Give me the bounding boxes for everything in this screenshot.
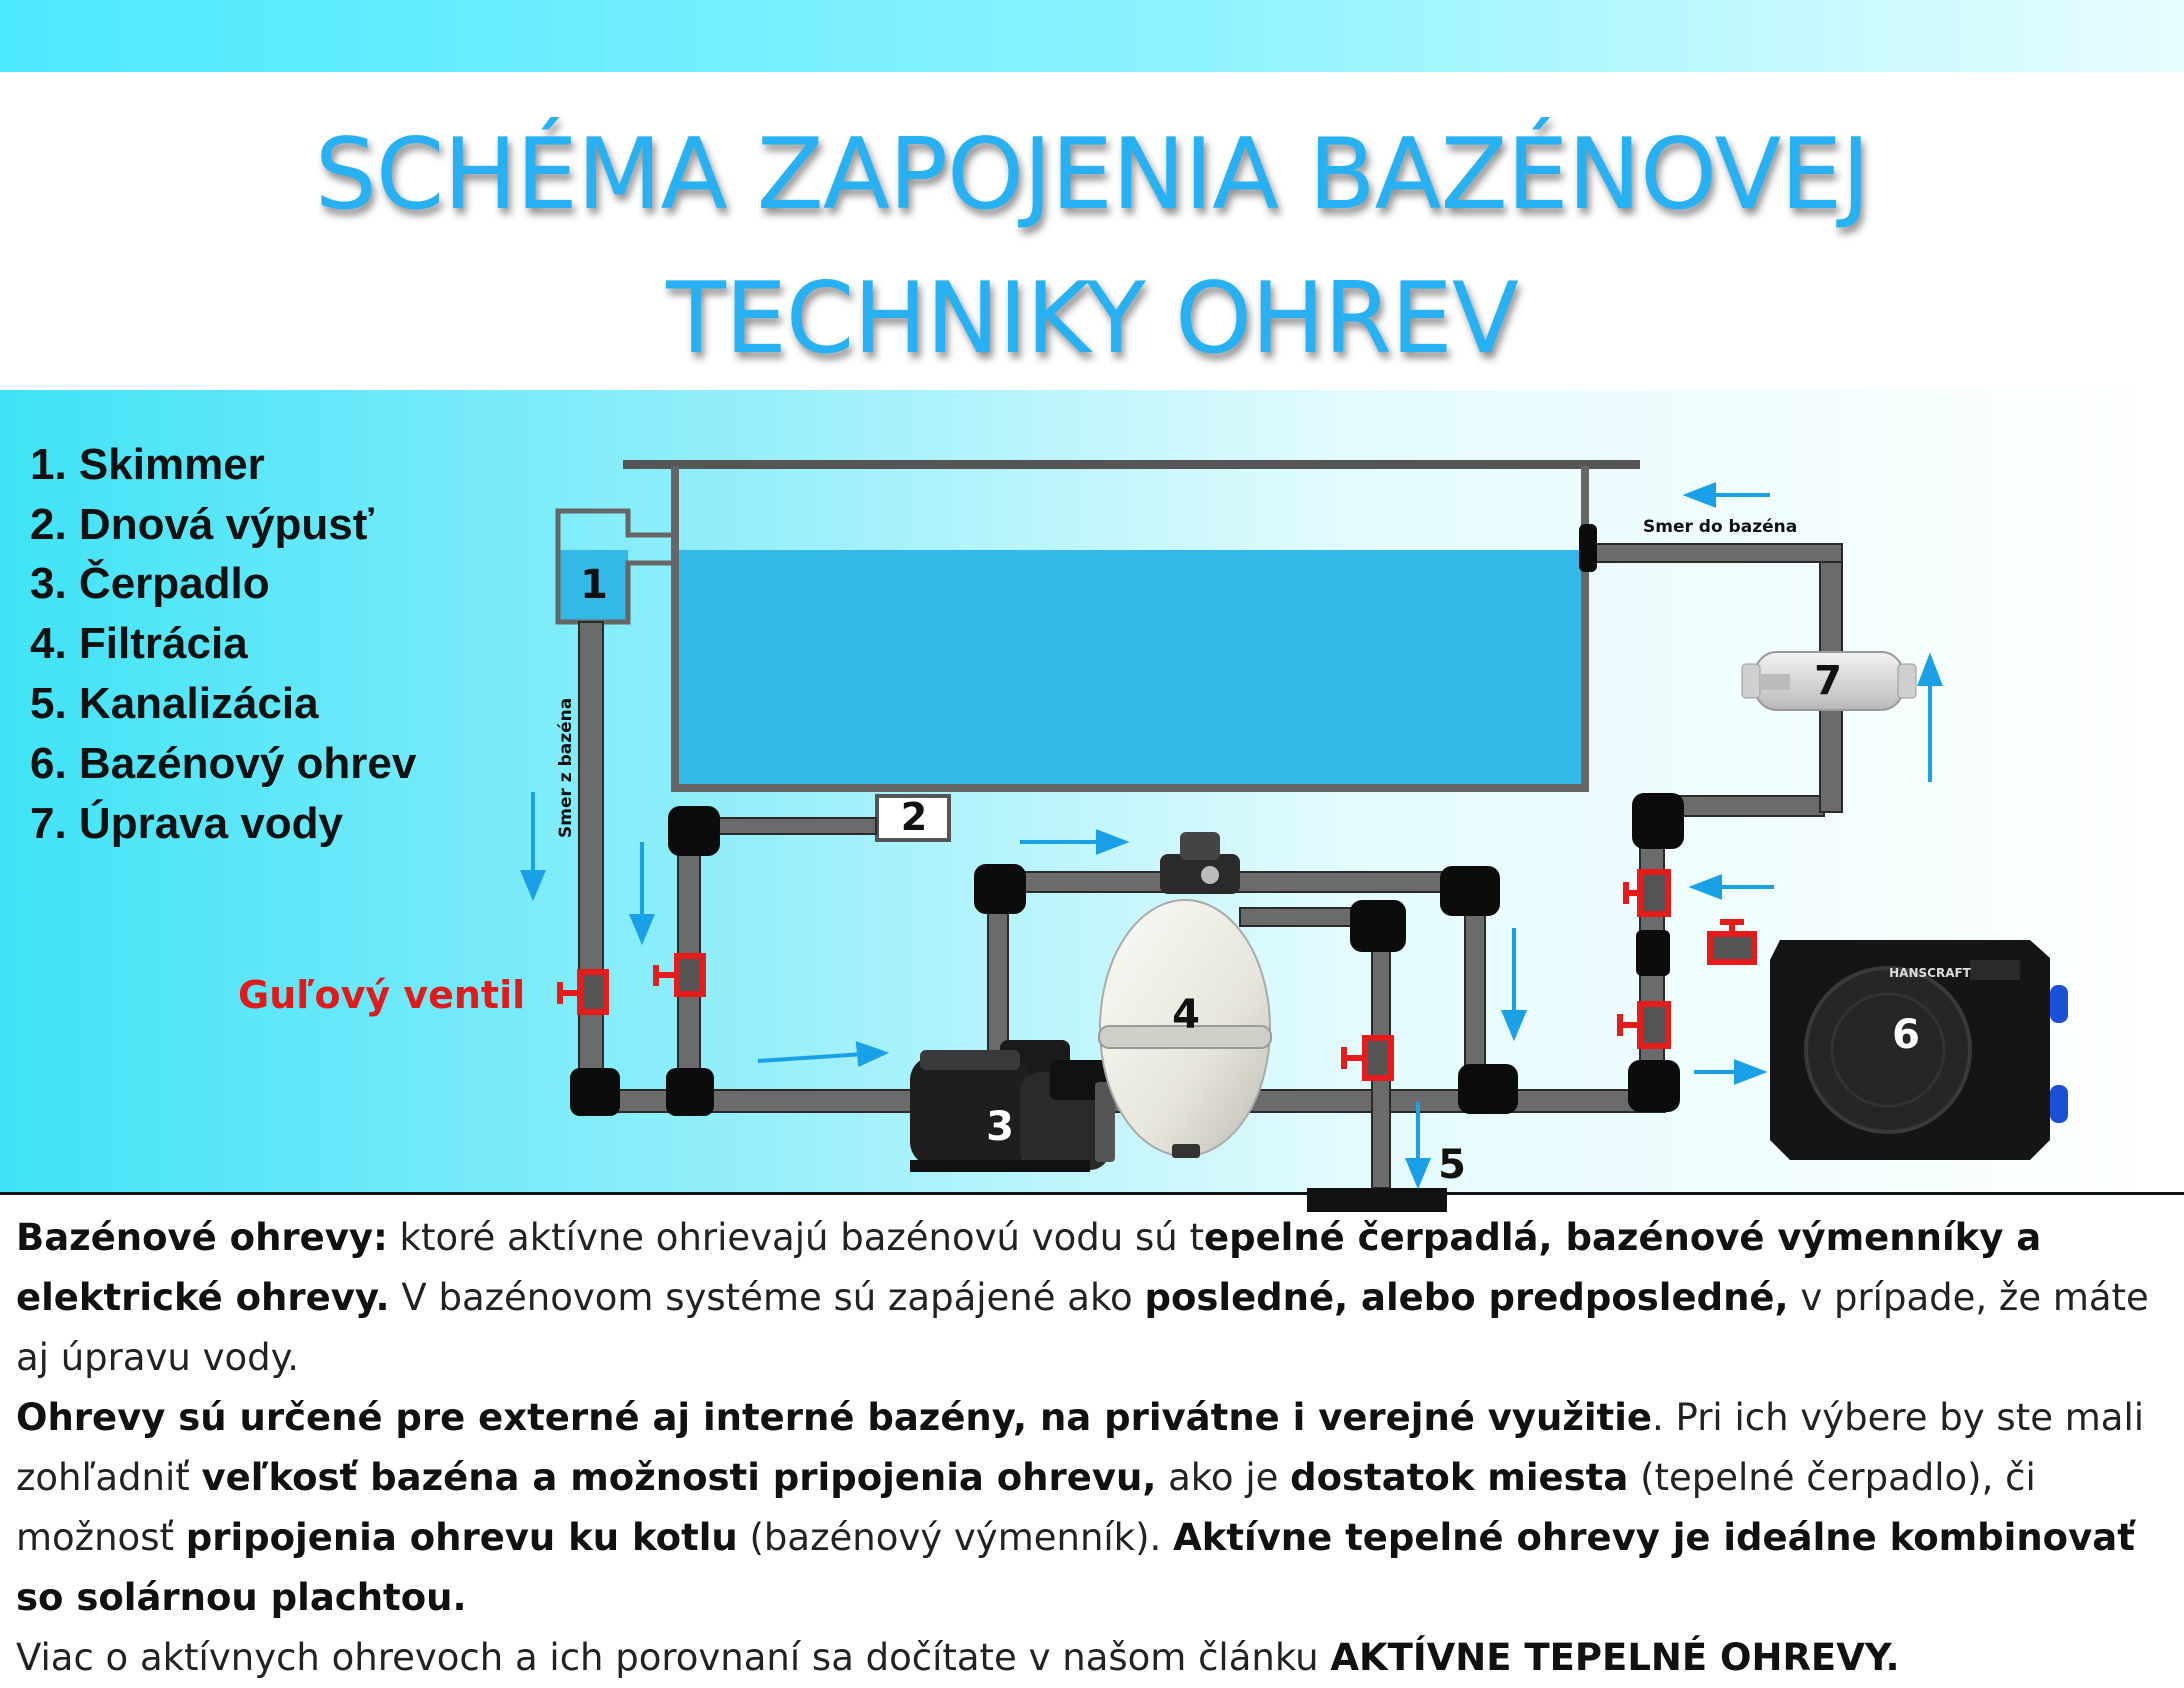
fitting <box>666 1068 714 1116</box>
ball-valve <box>656 956 703 994</box>
label-number-4: 4 <box>1172 992 1200 1038</box>
fitting <box>1579 524 1597 572</box>
section-divider <box>0 1192 2184 1195</box>
fitting <box>1636 930 1670 976</box>
ball-valve <box>1620 1004 1668 1046</box>
legend-item-pump: 3. Čerpadlo <box>30 559 270 608</box>
fitting <box>1628 1060 1680 1112</box>
fitting <box>1440 866 1500 916</box>
legend-item-heater: 6. Bazénový ohrev <box>30 739 417 788</box>
heat-pump-brand: HANSCRAFT <box>1889 966 1971 980</box>
arrow-right-icon <box>1020 832 1124 852</box>
description-text <box>16 1208 2176 1688</box>
arrow-down-icon <box>1504 928 1524 1036</box>
paragraph-usage: Ohrevy sú určené pre externé aj interné bazény, na privátne i verejné využitie. Pri ich výbere by ste mali zohľadniť veľkosť bazéna a možnosti pripojenia ohrevu, ako je dostatok miesta (tepelné čerpadlo), či možnosť pripojenia ohrevu ku kotlu (bazénový výmenník). Aktívne tepelné ohrevy je ideálne kombinovať so solárnou plachtou. <box>16 1396 2144 1619</box>
label-number-1: 1 <box>580 562 608 608</box>
pipe-to-uv <box>1664 796 1824 816</box>
flow-in-label: Smer do bazéna <box>1643 517 1798 537</box>
arrow-down-icon <box>632 842 652 940</box>
ball-valve <box>1710 922 1754 962</box>
fitting <box>974 864 1026 914</box>
arrow-left-icon <box>1688 485 1770 505</box>
fitting <box>1458 1064 1518 1114</box>
arrow-right-icon <box>758 1044 884 1064</box>
arrow-left-icon <box>1694 877 1774 897</box>
pipe-skimmer-down <box>579 622 603 1090</box>
legend-item-sewer: 5. Kanalizácia <box>30 679 319 728</box>
ball-valve <box>560 972 606 1012</box>
pipe-return-top <box>1585 544 1842 562</box>
label-number-7: 7 <box>1814 658 1842 704</box>
article-link[interactable]: AKTÍVNE TEPELNÉ OHREVY. <box>1330 1636 1900 1679</box>
label-number-3: 3 <box>986 1104 1014 1150</box>
label-number-5: 5 <box>1438 1142 1466 1188</box>
fitting <box>668 806 720 856</box>
pool-deck <box>623 460 1640 469</box>
pool-water <box>675 550 1585 788</box>
legend-item-skimmer: 1. Skimmer <box>30 440 265 489</box>
fitting <box>1350 900 1406 952</box>
ball-valve <box>1626 872 1668 914</box>
arrow-down-icon <box>1408 1102 1428 1184</box>
top-color-band <box>0 0 2184 72</box>
arrow-right-icon <box>1694 1062 1762 1082</box>
paragraph-heaters: Bazénové ohrevy: ktoré aktívne ohrievajú bazénovú vodu sú tepelné čerpadlá, bazénové výmenníky a elektrické ohrevy. V bazénovom systéme sú zapájené ako posledné, alebo predposledné, v prípade, že máte aj úpravu vody. <box>16 1216 2149 1379</box>
page-title-line-1: SCHÉMA ZAPOJENIA BAZÉNOVEJ <box>314 118 1870 232</box>
ball-valve <box>1344 1038 1391 1078</box>
label-number-6: 6 <box>1892 1012 1920 1058</box>
arrow-down-icon <box>523 792 543 896</box>
flow-out-label: Smer z bazéna <box>556 697 576 838</box>
paragraph-article-link: Viac o aktívnych ohrevoch a ich porovnaní sa dočítate v našom článku AKTÍVNE TEPELNÉ OHREVY. <box>16 1636 1900 1679</box>
page-title-line-2: TECHNIKY OHREV <box>666 262 1518 376</box>
fitting <box>1632 793 1684 849</box>
legend-item-water-treatment: 7. Úprava vody <box>30 799 344 848</box>
label-number-2: 2 <box>900 795 928 839</box>
arrow-up-icon <box>1920 658 1940 782</box>
legend-item-filtration: 4. Filtrácia <box>30 619 248 668</box>
fitting <box>570 1068 620 1116</box>
ball-valve-label: Guľový ventil <box>238 973 526 1017</box>
pool <box>558 460 1640 788</box>
legend-item-main-drain: 2. Dnová výpusť <box>30 500 374 549</box>
